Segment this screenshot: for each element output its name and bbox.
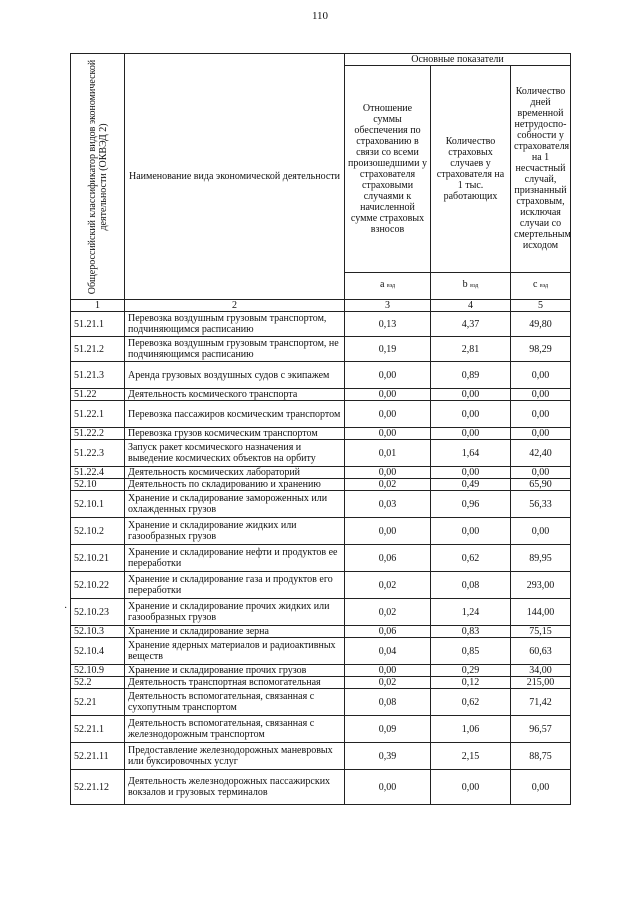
activity-code: 51.22 <box>71 389 125 401</box>
activity-name: Перевозка воздушным грузовым транспортом, подчиняющимся расписанию <box>125 312 345 337</box>
table-row <box>71 389 571 401</box>
value-a: 0,02 <box>345 677 431 689</box>
classifier-header-text: Общероссийский классификатор видов экономической деятельности (ОКВЭД 2) <box>86 59 109 294</box>
activity-header: Наименование вида экономической деятельности <box>125 54 345 300</box>
value-a: 0,04 <box>345 638 431 665</box>
value-c: 0,00 <box>511 389 571 401</box>
activity-name: Деятельность железнодорожных пассажирских вокзалов и грузовых терминалов <box>125 770 345 805</box>
activity-name: Запуск ракет космического назначения и выведение космических объектов на орбиту <box>125 440 345 467</box>
value-a: 0,06 <box>345 545 431 572</box>
col-a-symbol: a вэд <box>345 272 431 299</box>
col-b-symbol: b вэд <box>431 272 511 299</box>
value-c: 49,80 <box>511 312 571 337</box>
value-a: 0,19 <box>345 337 431 362</box>
activity-name: Деятельность по складированию и хранению <box>125 479 345 491</box>
value-b: 0,00 <box>431 467 511 479</box>
table-row <box>71 479 571 491</box>
value-c: 215,00 <box>511 677 571 689</box>
table-row <box>71 467 571 479</box>
value-a: 0,00 <box>345 362 431 389</box>
activity-name: Деятельность вспомогательная, связанная с железнодорожным транспортом <box>125 716 345 743</box>
value-b: 0,83 <box>431 626 511 638</box>
value-c: 0,00 <box>511 518 571 545</box>
value-a: 0,39 <box>345 743 431 770</box>
activity-code: 51.22.2 <box>71 428 125 440</box>
value-b: 0,00 <box>431 428 511 440</box>
value-c: 34,00 <box>511 665 571 677</box>
value-a: 0,08 <box>345 689 431 716</box>
value-b: 0,96 <box>431 491 511 518</box>
table-row <box>71 491 571 518</box>
activity-code: 52.10.4 <box>71 638 125 665</box>
value-a: 0,00 <box>345 428 431 440</box>
value-c: 0,00 <box>511 401 571 428</box>
activity-code: 52.10.21 <box>71 545 125 572</box>
activity-name: Хранение и складирование прочих жидких или газообразных грузов <box>125 599 345 626</box>
activity-code: 52.21.1 <box>71 716 125 743</box>
value-b: 0,29 <box>431 665 511 677</box>
activity-code: 52.21 <box>71 689 125 716</box>
value-b: 2,81 <box>431 337 511 362</box>
value-b: 0,00 <box>431 401 511 428</box>
value-c: 75,15 <box>511 626 571 638</box>
value-a: 0,13 <box>345 312 431 337</box>
table-row <box>71 518 571 545</box>
activity-name: Хранение и складирование нефти и продуктов ее переработки <box>125 545 345 572</box>
table-row <box>71 337 571 362</box>
value-a: 0,00 <box>345 770 431 805</box>
value-a: 0,02 <box>345 479 431 491</box>
activity-name: Аренда грузовых воздушных судов с экипажем <box>125 362 345 389</box>
column-numbers-row <box>71 300 571 312</box>
column-number: 5 <box>511 300 571 312</box>
activity-code: 52.21.11 <box>71 743 125 770</box>
column-number: 3 <box>345 300 431 312</box>
value-c: 144,00 <box>511 599 571 626</box>
activity-code: 52.10.23 <box>71 599 125 626</box>
value-a: 0,03 <box>345 491 431 518</box>
activity-code: 52.2 <box>71 677 125 689</box>
activity-code: 52.10.9 <box>71 665 125 677</box>
table-row <box>71 626 571 638</box>
activity-name: Перевозка грузов космическим транспортом <box>125 428 345 440</box>
value-b: 1,24 <box>431 599 511 626</box>
table-row <box>71 743 571 770</box>
value-c: 0,00 <box>511 467 571 479</box>
column-number: 1 <box>71 300 125 312</box>
table-row <box>71 716 571 743</box>
value-a: 0,00 <box>345 518 431 545</box>
value-a: 0,00 <box>345 389 431 401</box>
activity-code: 51.21.2 <box>71 337 125 362</box>
margin-mark: · <box>64 603 68 614</box>
value-b: 0,12 <box>431 677 511 689</box>
page-number: 110 <box>311 10 329 22</box>
activity-code: 51.21.1 <box>71 312 125 337</box>
activity-name: Деятельность космических лабораторий <box>125 467 345 479</box>
value-c: 42,40 <box>511 440 571 467</box>
classifier-header <box>71 54 125 300</box>
value-b: 0,62 <box>431 545 511 572</box>
table-body <box>71 312 571 805</box>
value-c: 89,95 <box>511 545 571 572</box>
activity-name: Перевозка воздушным грузовым транспортом, не подчиняющимся расписанию <box>125 337 345 362</box>
activity-name: Хранение и складирование замороженных или охлажденных грузов <box>125 491 345 518</box>
activity-name: Хранение и складирование жидких или газообразных грузов <box>125 518 345 545</box>
value-b: 0,89 <box>431 362 511 389</box>
value-a: 0,06 <box>345 626 431 638</box>
activity-name: Предоставление железнодорожных маневровых или буксировочных услуг <box>125 743 345 770</box>
table-row <box>71 770 571 805</box>
table-row <box>71 599 571 626</box>
column-number: 2 <box>125 300 345 312</box>
activity-name: Хранение ядерных материалов и радиоактивных веществ <box>125 638 345 665</box>
activity-code: 52.10 <box>71 479 125 491</box>
table-row <box>71 312 571 337</box>
value-b: 0,49 <box>431 479 511 491</box>
value-b: 0,00 <box>431 389 511 401</box>
value-c: 65,90 <box>511 479 571 491</box>
col-c-header: Количество дней временной нетрудоспо-собности у страхователя на 1 несчастный случай, признанный страховым, исключая случаи со смертельным исходом <box>511 66 571 273</box>
activity-code: 51.22.3 <box>71 440 125 467</box>
value-a: 0,00 <box>345 665 431 677</box>
activity-code: 51.21.3 <box>71 362 125 389</box>
activity-name: Деятельность транспортная вспомогательная <box>125 677 345 689</box>
value-a: 0,00 <box>345 467 431 479</box>
activity-name: Хранение и складирование прочих грузов <box>125 665 345 677</box>
col-b-header: Количество страховых случаев у страхователя на 1 тыс. работающих <box>431 66 511 273</box>
value-a: 0,00 <box>345 401 431 428</box>
table-row <box>71 677 571 689</box>
value-b: 0,00 <box>431 518 511 545</box>
value-b: 1,64 <box>431 440 511 467</box>
value-b: 1,06 <box>431 716 511 743</box>
table-row <box>71 545 571 572</box>
value-a: 0,01 <box>345 440 431 467</box>
table-row <box>71 362 571 389</box>
value-b: 4,37 <box>431 312 511 337</box>
value-b: 2,15 <box>431 743 511 770</box>
value-c: 293,00 <box>511 572 571 599</box>
value-b: 0,08 <box>431 572 511 599</box>
col-a-header: Отношение суммы обеспечения по страхованию в связи со всеми произошедшими у страхователя страховыми случаями к начисленной сумме страховых взносов <box>345 66 431 273</box>
table-row <box>71 440 571 467</box>
value-c: 96,57 <box>511 716 571 743</box>
activity-name: Хранение и складирование газа и продуктов его переработки <box>125 572 345 599</box>
activity-code: 52.21.12 <box>71 770 125 805</box>
activity-code: 51.22.4 <box>71 467 125 479</box>
col-c-symbol: c вэд <box>511 272 571 299</box>
rates-table <box>70 53 571 805</box>
activity-name: Перевозка пассажиров космическим транспортом <box>125 401 345 428</box>
value-b: 0,62 <box>431 689 511 716</box>
value-a: 0,02 <box>345 599 431 626</box>
activity-code: 52.10.1 <box>71 491 125 518</box>
table-row <box>71 428 571 440</box>
column-number: 4 <box>431 300 511 312</box>
value-c: 60,63 <box>511 638 571 665</box>
value-b: 0,00 <box>431 770 511 805</box>
activity-name: Деятельность вспомогательная, связанная с сухопутным транспортом <box>125 689 345 716</box>
table-row <box>71 572 571 599</box>
main-indicators-header: Основные показатели <box>345 54 571 66</box>
table-row <box>71 689 571 716</box>
activity-name: Хранение и складирование зерна <box>125 626 345 638</box>
table-row <box>71 638 571 665</box>
activity-name: Деятельность космического транспорта <box>125 389 345 401</box>
activity-code: 51.22.1 <box>71 401 125 428</box>
value-c: 98,29 <box>511 337 571 362</box>
activity-code: 52.10.3 <box>71 626 125 638</box>
table-row <box>71 401 571 428</box>
value-c: 71,42 <box>511 689 571 716</box>
value-a: 0,02 <box>345 572 431 599</box>
value-b: 0,85 <box>431 638 511 665</box>
value-a: 0,09 <box>345 716 431 743</box>
activity-code: 52.10.2 <box>71 518 125 545</box>
value-c: 0,00 <box>511 362 571 389</box>
value-c: 0,00 <box>511 770 571 805</box>
table-row <box>71 665 571 677</box>
activity-code: 52.10.22 <box>71 572 125 599</box>
value-c: 88,75 <box>511 743 571 770</box>
value-c: 56,33 <box>511 491 571 518</box>
value-c: 0,00 <box>511 428 571 440</box>
table-header <box>71 54 571 312</box>
